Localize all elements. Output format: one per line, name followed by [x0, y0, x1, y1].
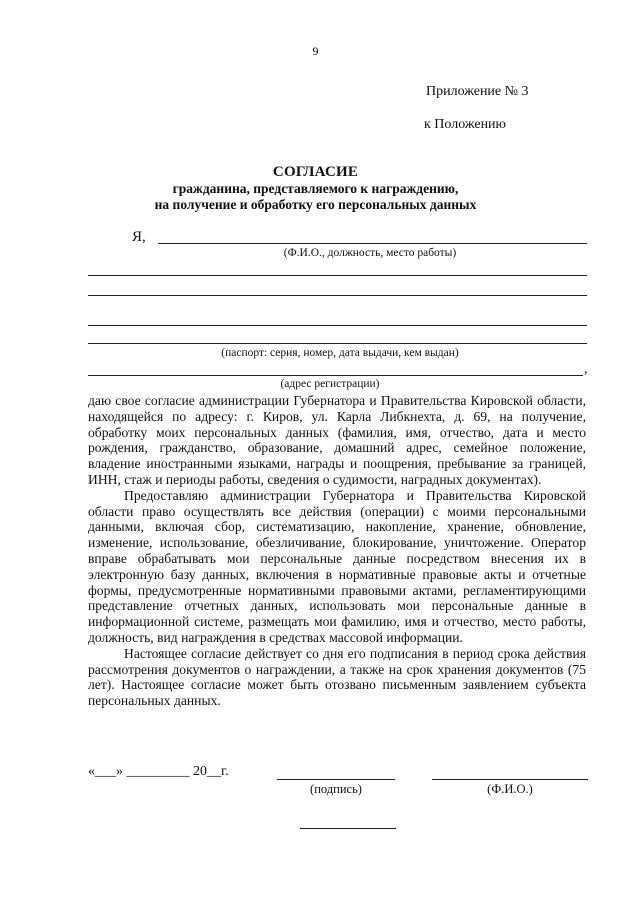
footer-rule	[300, 828, 396, 829]
consent-paragraph-1: даю свое согласие администрации Губернатора и Правительства Кировской области, находящейся по адресу: г. Киров, ул. Карла Либкнехта, д. 69, на получение, обработку моих персональных данных (фамилия, имя, отчество, дата и место рождения, гражданство, образование, домашний адрес, семейное положение, владение иностранными языками, награды и поощрения, пребывание за границей, ИНН, стаж и периоды работы, сведения о судимости, наградных документах).	[88, 393, 586, 487]
document-subtitle-line2: на получение и обработку его персональных данных	[154, 197, 477, 212]
passport-input-line[interactable]	[88, 343, 587, 344]
address-caption: (адрес регистрации)	[280, 378, 380, 390]
fio-input-line[interactable]	[158, 243, 587, 244]
signature-fio-caption: (Ф.И.О.)	[487, 782, 533, 796]
passport-caption: (паспорт: серия, номер, дата выдачи, кем выдан)	[221, 347, 459, 359]
passport-input-line[interactable]	[88, 325, 587, 326]
document-subtitle-line1: гражданина, представляемого к награждению,	[172, 181, 459, 196]
appendix-sub-label: к Положению	[424, 117, 507, 132]
signature-fio-input-line[interactable]	[432, 779, 588, 780]
signature-input-line[interactable]	[277, 779, 395, 780]
fio-continuation-line[interactable]	[88, 295, 587, 296]
page-number: 9	[312, 44, 319, 58]
fio-continuation-line[interactable]	[88, 275, 587, 276]
ya-label: Я,	[132, 229, 146, 245]
document-title: СОГЛАСИЕ	[272, 164, 359, 180]
address-input-line[interactable]	[88, 375, 583, 376]
date-field[interactable]: «___» _________ 20__г.	[88, 764, 229, 779]
consent-body	[88, 393, 586, 709]
consent-paragraph-2: Предоставляю администрации Губернатора и Правительства Кировской области право осуществлять все действия (операции) с моими персональными данными, включая сбор, систематизацию, накопление, хранение, обновление, изменение, использование, обезличивание, блокирование, уничтожение. Оператор вправе обрабатывать мои персональные данные посредством внесения их в электронную базу данных, включения в нормативные правовые акты и отчетные формы, предусмотренные нормативными правовыми актами, регламентирующими представление отчетных данных, использовать мои персональные данные в информационной системе, размещать мои фамилию, имя и отчество, место работы, должность, вид награждения в средствах массовой информации.	[88, 487, 586, 645]
consent-paragraph-3: Настоящее согласие действует со дня его подписания в период срока действия рассмотрения документов о награждении, а также на срок хранения документов (75 лет). Настоящее согласие может быть отозвано письменным заявлением субъекта персональных данных.	[88, 645, 586, 709]
fio-caption: (Ф.И.О., должность, место работы)	[283, 247, 457, 259]
signature-caption: (подпись)	[310, 782, 362, 796]
address-comma: ,	[584, 362, 588, 377]
appendix-label: Приложение № 3	[426, 84, 529, 99]
